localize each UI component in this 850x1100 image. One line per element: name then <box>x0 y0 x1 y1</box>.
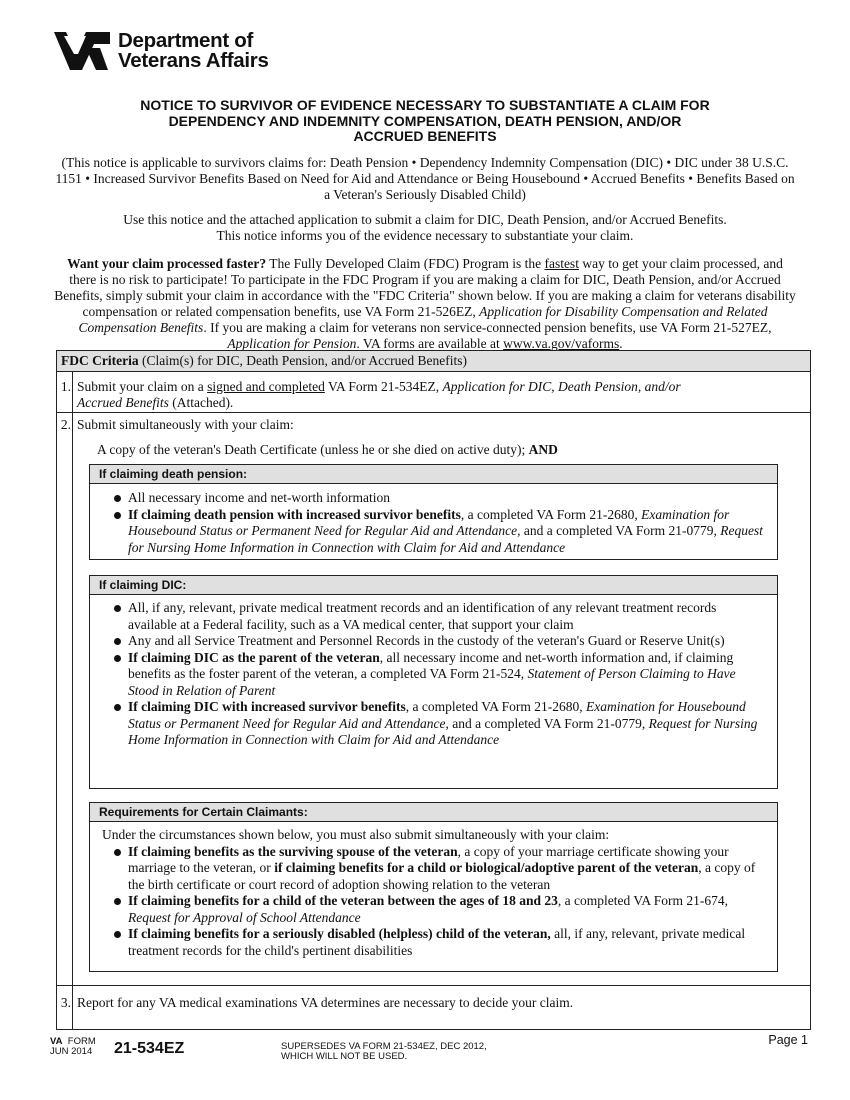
list-item <box>102 650 767 700</box>
bullet-icon <box>114 655 121 662</box>
form-label <box>50 1037 96 1057</box>
list-item-form-title: Examination for Housebound Status or Permanent Need for Regular Aid and Attendance <box>128 506 730 538</box>
row-number: 1. <box>60 379 71 394</box>
list-item <box>102 699 767 749</box>
list-item-bold: If claiming benefits as the surviving spouse of the veteran <box>128 843 458 859</box>
list-item-text: , and a completed VA Form 21-0779, <box>445 715 649 731</box>
fdc-intro-fastest: fastest <box>544 256 579 271</box>
list-item <box>102 844 767 894</box>
bullet-icon <box>114 495 121 502</box>
list-item-bold: If claiming death pension with increased survivor benefits <box>128 506 461 522</box>
fdc-criteria-title: FDC Criteria <box>61 353 139 368</box>
list-item-text: , and a completed VA Form 21-0779, <box>517 523 721 538</box>
list-item-form-title: Examination for Housebound Status or Permanent Need for Regular Aid and Attendance <box>128 699 746 731</box>
bullet-icon <box>114 849 121 856</box>
supersedes-line-1: SUPERSEDES VA FORM 21-534EZ, DEC 2012, <box>281 1041 487 1052</box>
row-number: 3. <box>60 995 71 1010</box>
list-item <box>102 507 767 557</box>
list-item-text: , a completed VA Form 21-2680, <box>460 506 642 522</box>
title-line-1: NOTICE TO SURVIVOR OF EVIDENCE NECESSARY TO SUBSTANTIATE A CLAIM FOR <box>140 97 710 113</box>
va-label: VA <box>50 1036 63 1047</box>
list-item-text: all, if any, relevant, private medical treatment records for the child's pertinent disabilities <box>128 926 746 958</box>
row-2-text: Submit simultaneously with your claim: <box>77 417 294 432</box>
fdc-intro-text: way to get your claim processed, and there is no risk to participate! To participate in the FDC Program if you are making a claim for DIC, Death Pension, and/or Accrued Benefits, simply submit your claim in accordance with the "FDC Criteria" shown below. If you are making a claim for veterans disability compensation or related compensation benefits, use VA Form 21-526EZ, <box>54 256 796 319</box>
row-3-text: Report for any VA medical examinations VA determines are necessary to decide your claim. <box>77 995 574 1010</box>
logo-line-1: Department of <box>118 29 254 52</box>
list-item-bold: If claiming DIC with increased survivor benefits <box>128 699 406 714</box>
list-item-form-title: Request for Approval of School Attendance <box>128 909 361 925</box>
row-1-segment: (Attached). <box>168 395 234 410</box>
row-1-form-title: Application for DIC, Death Pension, and/or <box>442 379 681 394</box>
fdc-criteria-table <box>56 350 811 1030</box>
form-word: FORM <box>67 1036 96 1047</box>
supersedes-note <box>281 1042 487 1062</box>
page-number: Page 1 <box>768 1033 808 1047</box>
row-divider <box>57 412 810 413</box>
requirements-intro: Under the circumstances shown below, you must also submit simultaneously with your claim: <box>102 827 610 842</box>
list-item-text: , a completed VA Form 21-2680, <box>405 699 586 714</box>
list-item-text: All necessary income and net-worth information <box>128 490 391 505</box>
fdc-intro-bold: Want your claim processed faster? <box>67 256 267 271</box>
list-item <box>102 893 767 926</box>
list-item-text: , a copy of the birth certificate or court record of adoption showing relation to the veteran <box>128 860 756 892</box>
row-1-segment: Submit your claim on a <box>77 379 208 394</box>
title-line-2: DEPENDENCY AND INDEMNITY COMPENSATION, DEATH PENSION, AND/OR <box>168 112 682 129</box>
row-divider <box>57 985 810 986</box>
bullet-icon <box>114 931 121 938</box>
fdc-intro <box>52 256 798 352</box>
dic-box <box>89 575 778 789</box>
list-item-text: Any and all Service Treatment and Personnel Records in the custody of the veteran's Guard or Reserve Unit(s) <box>128 633 725 648</box>
list-item-bold: If claiming DIC as the parent of the veteran <box>128 649 380 665</box>
fdc-intro-text: . <box>619 336 623 351</box>
dic-heading: If claiming DIC: <box>90 576 777 595</box>
form-number: 21-534EZ <box>114 1040 185 1057</box>
row-1-segment: VA Form 21-534EZ, <box>324 379 443 394</box>
use-notice <box>55 212 795 244</box>
death-pension-box <box>89 464 778 560</box>
bullet-icon <box>114 898 121 905</box>
logo-line-2: Veterans Affairs <box>118 49 269 72</box>
list-item-bold: If claiming benefits for a child of the veteran between the ages of 18 and 23 <box>128 893 558 908</box>
list-item <box>102 633 767 650</box>
fdc-intro-form-title: Application for Disability Compensation and Related Compensation Benefits <box>78 304 768 335</box>
requirements-heading: Requirements for Certain Claimants: <box>90 803 777 822</box>
va-seal-icon <box>52 28 112 74</box>
fdc-intro-text: The Fully Developed Claim (FDC) Program is the <box>266 256 545 271</box>
list-item-text: , a completed VA Form 21-674, <box>557 893 728 908</box>
fdc-intro-text: . VA forms are available at <box>356 336 504 351</box>
va-logo <box>52 28 292 80</box>
death-certificate-text <box>97 442 558 458</box>
vaforms-link[interactable]: www.va.gov/vaforms <box>503 336 620 351</box>
form-date: JUN 2014 <box>50 1046 93 1057</box>
bullet-icon <box>114 605 121 612</box>
use-notice-line-2: This notice informs you of the evidence necessary to substantiate your claim. <box>216 228 634 243</box>
list-item-text: All, if any, relevant, private medical treatment records and an identification of any relevant treatment records available at a Federal facility, such as a VA medical center, that support your claim <box>128 600 717 632</box>
death-pension-heading: If claiming death pension: <box>90 465 777 484</box>
and-label: AND <box>528 442 558 457</box>
fdc-criteria-header <box>57 351 810 372</box>
list-item-form-title: Statement of Person Claiming to Have Stood in Relation of Parent <box>128 666 736 698</box>
list-item-text: , all necessary income and net-worth information and, if claiming benefits as the foster parent of the veteran, a completed VA Form 21-524, <box>128 649 734 681</box>
bullet-icon <box>114 704 121 711</box>
supersedes-line-2: WHICH WILL NOT BE USED. <box>281 1051 408 1062</box>
list-item-form-title: Request for Nursing Home Information in Connection with Claim for Aid and Attendance <box>128 523 763 555</box>
number-column-divider <box>72 371 73 1029</box>
list-item-bold: If claiming benefits for a seriously disabled (helpless) child of the veteran, <box>128 926 551 941</box>
list-item <box>102 600 767 633</box>
list-item-text: , a copy of your marriage certificate showing your marriage to the veteran, or <box>128 843 729 875</box>
list-item <box>102 926 767 959</box>
requirements-box <box>89 802 778 972</box>
fdc-intro-text: . If you are making a claim for veterans non service-connected pension benefits, use VA Form 21-527EZ, <box>203 320 772 335</box>
fdc-criteria-subtitle: (Claim(s) for DIC, Death Pension, and/or Accrued Benefits) <box>138 353 468 368</box>
title-line-3: ACCRUED BENEFITS <box>353 128 497 144</box>
row-number: 2. <box>60 417 71 432</box>
list-item-form-title: Request for Nursing Home Information in Connection with Claim for Aid and Attendance <box>128 715 758 747</box>
list-item <box>102 490 767 507</box>
row-1-form-title: Accrued Benefits <box>77 395 169 410</box>
row-1-underlined: signed and completed <box>207 379 325 394</box>
use-notice-line-1: Use this notice and the attached application to submit a claim for DIC, Death Pension, and/or Accrued Benefits. <box>123 212 727 227</box>
applicable-notice: (This notice is applicable to survivors claims for: Death Pension • Dependency Indemnity Compensation (DIC) • DIC under 38 U.S.C. 1151 • Increased Survivor Benefits Based on Need for Aid and Attendance or Being Housebound • Accrued Benefits • Benefits Based on a Veteran's Seriously Disabled Child) <box>55 155 795 202</box>
bullet-icon <box>114 638 121 645</box>
notice-title <box>60 98 790 145</box>
death-certificate-segment: A copy of the veteran's Death Certificate (unless he or she died on active duty); <box>97 442 529 457</box>
list-item-bold: if claiming benefits for a child or biological/adoptive parent of the veteran <box>274 860 699 875</box>
bullet-icon <box>114 512 121 519</box>
fdc-intro-form-title: Application for Pension <box>227 336 357 351</box>
row-1-text <box>77 379 777 411</box>
